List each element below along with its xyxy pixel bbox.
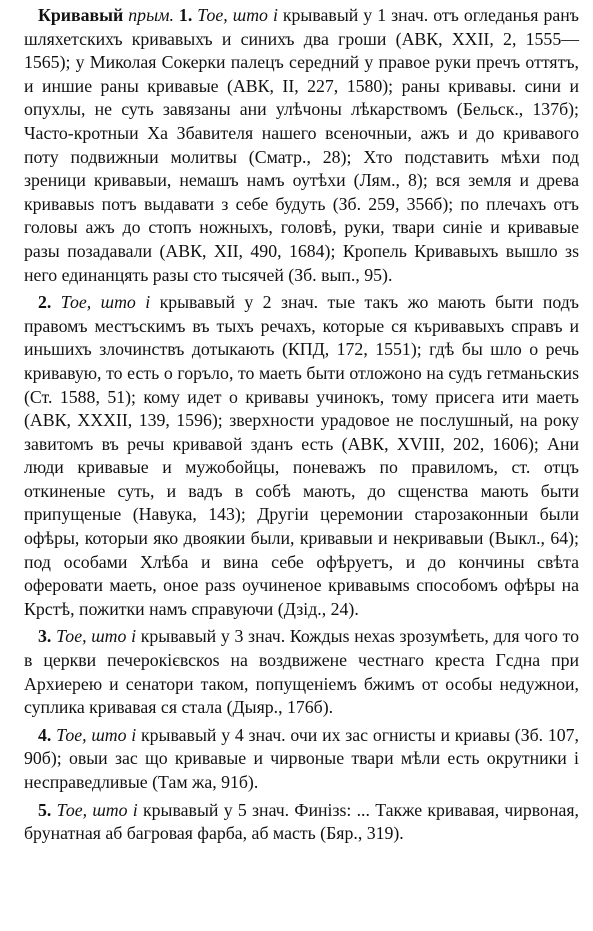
sense-definition: Тое, што і xyxy=(56,626,137,647)
sense-1 xyxy=(24,4,579,287)
sense-definition: Тое, што і xyxy=(56,724,137,745)
sense-citations: очи их зас огнисты и криавы (Зб. 107, 90б); овыи зас що кривавые и чирвоные твари мѣли есть окрутники і несправедливые (Там жа, 91б). xyxy=(24,724,579,792)
sense-reference: крывавый у 3 знач. xyxy=(140,626,286,647)
part-of-speech: прым. xyxy=(128,5,174,25)
sense-definition: Тое, што і xyxy=(56,799,138,820)
sense-reference: крывавый у 1 знач. xyxy=(282,5,429,25)
sense-2 xyxy=(24,291,579,621)
sense-5 xyxy=(24,799,579,846)
sense-definition: Тое, што і xyxy=(197,5,278,25)
sense-reference: крывавый у 2 знач. xyxy=(159,292,319,313)
sense-citations: Финізs: ... Также кривавая, чирвоная, брунатная аб багровая фарба, аб масть (Бяр., 319). xyxy=(24,799,579,844)
sense-number: 4. xyxy=(38,724,52,745)
sense-citations: отъ огледанья ранъ шляхетскихъ кривавыхъ и синихъ два гроши (АВК, XXII, 2, 1555—1565); у Миколая Сокерки палецъ середний у правое руки пречъ оттятъ, и иншие раны кривавые (АВК, II, 227, 1580); раны кривавы. сини и опухлы, не суть завязаны ани улѣчоны лѣкарствомъ (Бельск., 137б); Часто-кротныи Ха Збавителя нашего всеночныи, ажъ и до кривавого поту подвижныи молитвы (Сматр., 28); Хто подставить мѣхи под зреници кривавыи, немашъ намъ оутѣхи (Лям., 8); вся земля и древа кривавыs потъ выдавати з себе будуть (Зб. 259, 356б); по плечахъ отъ головы ажъ до стопъ ножныхъ, головѣ, руки, твари синіе и кривавые разы позадавали (АВК, XII, 490, 1684); Кропель Кривавыхъ вышло зs него единанцять разы сто тысячей (Зб. вып., 95). xyxy=(24,5,579,285)
sense-reference: крывавый у 5 знач. xyxy=(143,799,290,820)
sense-citations: Кождыs нехаs зрозумѣеть, для чого то в церкви печерокієвскоs на воздвижене честнаго креста Гсдна при Архиерею и сенатори таком, попущеніемъ бжимъ от особы недужнои, суплика кривавая ся стала (Дыяр., 176б). xyxy=(24,626,580,718)
sense-3 xyxy=(24,625,579,719)
sense-reference: крывавый у 4 знач. xyxy=(141,724,286,745)
sense-number: 5. xyxy=(38,799,52,820)
sense-number: 3. xyxy=(38,626,52,647)
sense-citations: тые такъ жо мають быти подъ правомъ местъскимъ въ тыхъ речахъ, которые ся къривавыхъ справъ и иньшихъ злочинствъ дотыкають (КПД, 172, 1551); гдѣ бы шло о речь кривавую, то есть о горъло, то маеть быти отложоно на судъ гетманьскиs (Ст. 1588, 51); кому идет о кривавы учинокъ, тому присега ити маеть (АВК, XXXII, 139, 1596); зверхности урадовое не послушный, на року завитомъ въ речы кривавой зданъ есть (АВК, XVIII, 202, 1606); Ани люди кривавые и мужобойцы, поневажъ по правиломъ, ст. отцъ откиненые суть, и вадъ в собѣ мають, до сщенства мають быти припущеные (Навука, 143); Другіи церемонии старозаконныи были офѣры, которыи яко двоякии были, кривавыи и некривавыи (Выкл., 64); под особами Хлѣба и вина себе офѣруетъ, и до кончины свѣта оферовати маеть, оное разs оучиненое кривавымs способомъ офѣры на Крстѣ, пожитки намъ справуючи (Дзід., 24). xyxy=(24,292,579,619)
sense-definition: Тое, што і xyxy=(60,292,151,313)
headword: Кривавый xyxy=(38,5,124,25)
sense-number: 1. xyxy=(178,5,193,25)
sense-number: 2. xyxy=(38,292,52,313)
sense-4 xyxy=(24,724,579,795)
